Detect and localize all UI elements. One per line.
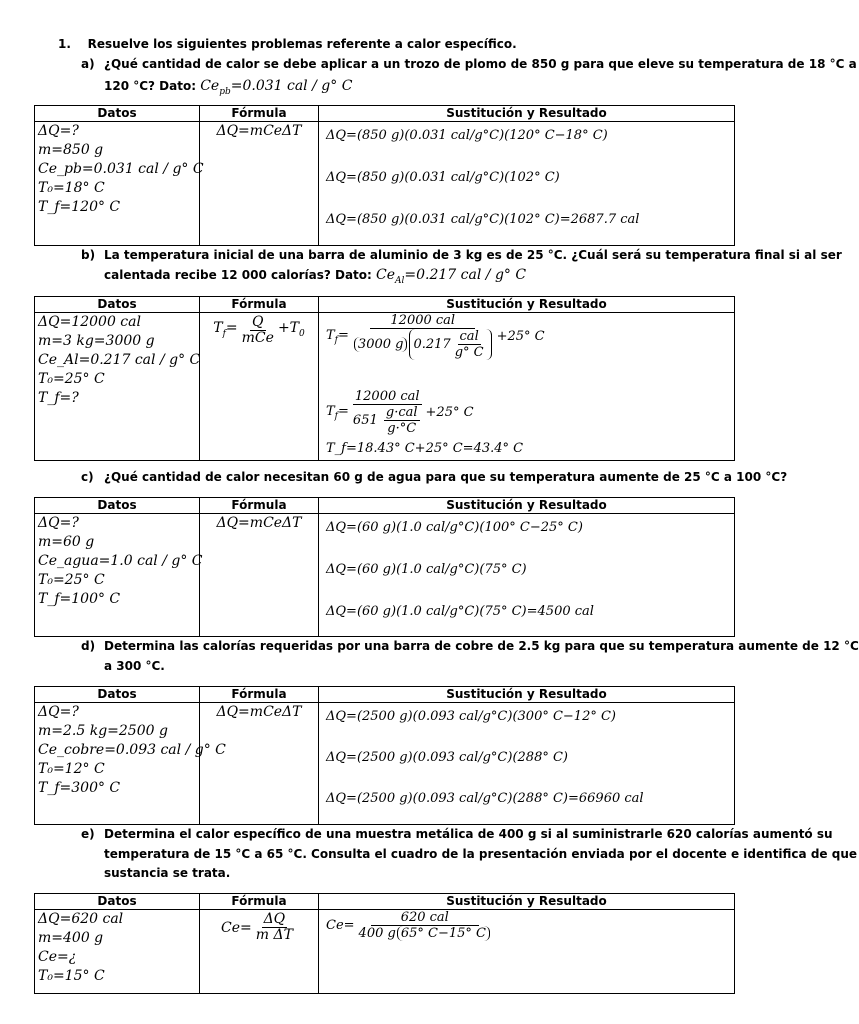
result-fraction <box>357 910 493 941</box>
formula-lhs: Ce= <box>221 919 252 936</box>
datos-line: ΔQ=620 cal <box>38 911 124 927</box>
header-datos: Datos <box>35 894 200 910</box>
datos-line: m=60 g <box>38 534 95 550</box>
fraction-den: mCe <box>241 330 274 346</box>
problem-e-line1: Determina el calor específico de una muestra metálica de 400 g si al suministrarle 620 calorías aumentó su <box>104 827 833 841</box>
header-datos: Datos <box>35 106 200 122</box>
datos-line: m=400 g <box>38 930 104 946</box>
unit-fraction <box>384 405 420 436</box>
tf-symbol: $T_f=$ <box>326 403 349 422</box>
table-e <box>34 893 735 994</box>
formula-cell <box>200 313 319 461</box>
formula-e <box>203 912 315 943</box>
formula-cell <box>200 122 319 246</box>
problem-d-line2: a 300 °C. <box>104 659 165 673</box>
result-line: ΔQ=(850 g)(0.031 cal/g°C)(102° C) <box>326 170 560 185</box>
datos-line: ΔQ=? <box>38 123 79 139</box>
result-fraction <box>351 389 424 436</box>
datos-line: Ce_cobre=0.093 cal / g° C <box>38 742 226 758</box>
header-formula: Fórmula <box>200 894 319 910</box>
header-resultado: Sustitución y Resultado <box>319 498 735 514</box>
unit-num: cal <box>459 329 479 344</box>
result-line: ΔQ=(850 g)(0.031 cal/g°C)(120° C−18° C) <box>326 128 608 143</box>
formula-lhs: $T_f=$ <box>213 319 238 339</box>
datos-cell <box>35 313 200 461</box>
problem-a-line1: ¿Qué cantidad de calor se debe aplicar a un trozo de plomo de 850 g para que eleve su temperatura de 18 °C a <box>104 57 857 71</box>
header-formula: Fórmula <box>200 687 319 703</box>
problem-e-line2: temperatura de 15 °C a 65 °C. Consulta el cuadro de la presentación enviada por el docente e identifica de que <box>104 847 857 861</box>
datos-line: ΔQ=? <box>38 704 79 720</box>
fraction-num: Q <box>252 314 264 330</box>
plus-t0: +25° C <box>496 329 545 344</box>
datos-line: ΔQ=12000 cal <box>38 314 141 330</box>
datos-line: T_f=100° C <box>38 591 121 607</box>
result-line: ΔQ=(60 g)(1.0 cal/g°C)(75° C) <box>326 562 527 577</box>
result-cell <box>319 703 735 825</box>
header-formula: Fórmula <box>200 498 319 514</box>
unit-den: g·°C <box>387 421 417 436</box>
fraction-num: ΔQ <box>263 911 286 927</box>
problem-b-dato <box>376 267 527 286</box>
paren-ce: 0.217 cal g° C <box>409 329 491 360</box>
dato-value: =0.031 cal / g° C <box>230 78 353 94</box>
header-resultado: Sustitución y Resultado <box>319 894 735 910</box>
result-line: ΔQ=(2500 g)(0.093 cal/g°C)(300° C−12° C) <box>326 709 616 724</box>
tf-symbol: $T_f=$ <box>326 327 349 346</box>
result-line: ΔQ=(60 g)(1.0 cal/g°C)(100° C−25° C) <box>326 520 583 535</box>
datos-line: T₀=25° C <box>38 572 105 588</box>
header-resultado: Sustitución y Resultado <box>319 106 735 122</box>
problem-a-dato <box>200 78 353 97</box>
result-line: ΔQ=(60 g)(1.0 cal/g°C)(75° C)=4500 cal <box>326 604 594 619</box>
plus-t0: +25° C <box>425 405 474 420</box>
formula-cell <box>200 514 319 637</box>
formula-fraction <box>240 315 276 346</box>
header-datos: Datos <box>35 297 200 313</box>
result-fraction <box>351 313 495 360</box>
datos-line: T₀=18° C <box>38 180 105 196</box>
problem-a-line2-text: 120 °C? Dato: <box>104 79 197 93</box>
fraction-den: m ΔT <box>255 927 293 943</box>
formula-cell <box>200 910 319 994</box>
unit-den: g° C <box>454 345 484 360</box>
formula-b <box>203 315 315 346</box>
datos-cell <box>35 910 200 994</box>
fraction-num: 12000 cal <box>354 389 420 404</box>
result-line <box>326 389 474 436</box>
problem-a-label: a) <box>81 57 95 71</box>
problem-b-line2-text: calentada recibe 12 000 calorías? Dato: <box>104 268 372 282</box>
ce-symbol: Ce= <box>326 918 355 933</box>
table-d <box>34 686 735 825</box>
result-line: ΔQ=(2500 g)(0.093 cal/g°C)(288° C) <box>326 750 568 765</box>
result-line: ΔQ=(850 g)(0.031 cal/g°C)(102° C)=2687.7 cal <box>326 212 640 227</box>
datos-line: Ce_pb=0.031 cal / g° C <box>38 161 204 177</box>
fraction-den: 400 g 65° C−15° C <box>357 926 493 941</box>
fraction-den: 651 g·cal g·°C <box>352 405 418 436</box>
datos-line: m=3 kg=3000 g <box>38 333 155 349</box>
fraction-num: 620 cal <box>371 910 479 926</box>
fraction-num: 12000 cal <box>370 313 475 329</box>
datos-line: T₀=15° C <box>38 968 105 984</box>
table-b <box>34 296 735 461</box>
formula-text: ΔQ=mCeΔT <box>216 515 302 531</box>
problem-b-line1: La temperatura inicial de una barra de aluminio de 3 kg es de 25 °C. ¿Cuál será su temperatura final si al ser <box>104 248 842 262</box>
datos-line: ΔQ=? <box>38 515 79 531</box>
dato-symbol: Ce <box>200 78 220 94</box>
problem-d-line1: Determina las calorías requeridas por una barra de cobre de 2.5 kg para que su temperatura aumente de 12 °C <box>104 639 859 653</box>
formula-fraction <box>254 912 295 943</box>
datos-line: T₀=12° C <box>38 761 105 777</box>
header-resultado: Sustitución y Resultado <box>319 297 735 313</box>
exercise-heading: 1. Resuelve los siguientes problemas referente a calor específico. <box>58 37 517 51</box>
result-cell <box>319 514 735 637</box>
datos-line: T₀=25° C <box>38 371 105 387</box>
datos-line: T_f=? <box>38 390 79 406</box>
result-line <box>326 910 495 941</box>
problem-b-line2 <box>104 265 526 291</box>
problem-c-line1: ¿Qué cantidad de calor necesitan 60 g de agua para que su temperatura aumente de 25 °C a 100 °C? <box>104 470 788 484</box>
datos-line: m=850 g <box>38 142 104 158</box>
problem-e-line3: sustancia se trata. <box>104 866 231 880</box>
dato-symbol: Ce <box>376 267 396 283</box>
problem-e-label: e) <box>81 827 95 841</box>
datos-line: Ce_agua=1.0 cal / g° C <box>38 553 203 569</box>
header-formula: Fórmula <box>200 297 319 313</box>
result-line <box>326 313 545 360</box>
unit-fraction <box>453 329 486 360</box>
dato-subscript: Al <box>395 275 405 286</box>
datos-cell <box>35 703 226 825</box>
datos-line: Ce_Al=0.217 cal / g° C <box>38 352 201 368</box>
header-resultado: Sustitución y Resultado <box>319 687 735 703</box>
unit-num: g·cal <box>385 405 418 420</box>
datos-cell <box>35 514 203 637</box>
fraction-den <box>351 329 495 360</box>
result-cell <box>319 122 735 246</box>
dato-subscript: pb <box>219 86 231 97</box>
paren-delta-t: 65° C−15° C <box>397 926 490 941</box>
formula-text: ΔQ=mCeΔT <box>216 123 302 139</box>
datos-line: m=2.5 kg=2500 g <box>38 723 168 739</box>
header-datos: Datos <box>35 687 200 703</box>
problem-d-label: d) <box>81 639 96 653</box>
formula-rhs: $+T_0$ <box>277 319 305 339</box>
table-a <box>34 105 735 246</box>
problem-b-label: b) <box>81 248 96 262</box>
header-formula: Fórmula <box>200 106 319 122</box>
table-c <box>34 497 735 637</box>
header-datos: Datos <box>35 498 200 514</box>
dato-value: =0.217 cal / g° C <box>404 267 527 283</box>
result-line: ΔQ=(2500 g)(0.093 cal/g°C)(288° C)=66960 cal <box>326 791 644 806</box>
paren-mass: 3000 g <box>354 337 408 352</box>
datos-line: T_f=120° C <box>38 199 121 215</box>
formula-text: ΔQ=mCeΔT <box>216 704 302 720</box>
result-line: T_f=18.43° C+25° C=43.4° C <box>326 441 524 456</box>
formula-cell <box>200 703 319 825</box>
result-cell <box>319 313 735 461</box>
problem-a-line2 <box>104 76 352 102</box>
datos-cell <box>35 122 204 246</box>
datos-line: T_f=300° C <box>38 780 121 796</box>
datos-line: Ce=¿ <box>38 949 77 965</box>
result-cell <box>319 910 735 994</box>
problem-c-label: c) <box>81 470 94 484</box>
